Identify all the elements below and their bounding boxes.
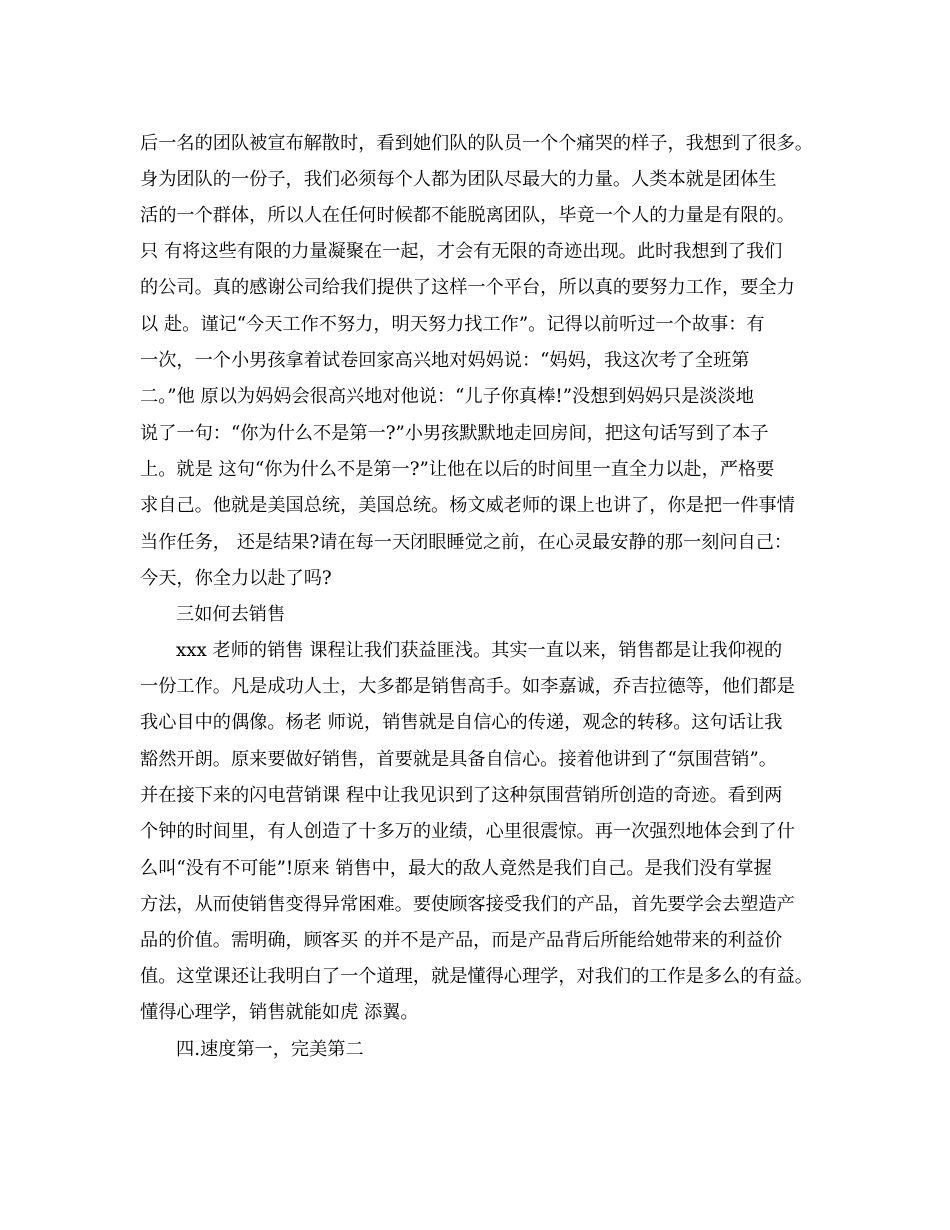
paragraph-line: 当作任务， 还是结果?请在每一天闭眼睡觉之前，在心灵最安静的那一刻问自己： [140,532,793,553]
paragraph-line: 二。”他 原以为妈妈会很高兴地对他说：“儿子你真棒!”没想到妈妈只是淡淡地 [140,386,754,407]
paragraph-line: xxx 老师的销售 课程让我们获益匪浅。其实一直以来，销售都是让我仰视的 [176,640,783,661]
paragraph-line: 一次，一个小男孩拿着试卷回家高兴地对妈妈说：“妈妈，我这次考了全班第 [140,350,750,371]
paragraph-line: 后一名的团队被宣布解散时，看到她们队的队员一个个痛哭的样子，我想到了很多。 [140,133,813,154]
section-heading: 四.速度第一，完美第二 [176,1039,364,1060]
paragraph-line: 一份工作。凡是成功人士，大多都是销售高手。如李嘉诚，乔吉拉德等，他们都是 [140,676,795,697]
paragraph-line: 我心目中的偶像。杨老 师说，销售就是自信心的传递，观念的转移。这句话让我 [140,712,783,733]
paragraph-line: 的公司。真的感谢公司给我们提供了这样一个平台，所以真的要努力工作，要全力 [140,277,795,298]
paragraph-line: 值。这堂课还让我明白了一个道理，就是懂得心理学，对我们的工作是多么的有益。 [140,966,813,987]
paragraph-line: 身为团队的一份子，我们必须每个人都为团队尽最大的力量。人类本就是团体生 [140,169,777,190]
paragraph-line: 懂得心理学，销售就能如虎 添翼。 [140,1002,419,1023]
section-heading: 三如何去销售 [176,604,286,625]
paragraph-line: 今天，你全力以赴了吗? [140,568,332,589]
paragraph-line: 么叫“没有不可能”!原来 销售中，最大的敌人竟然是我们自己。是我们没有掌握 [140,858,772,879]
paragraph-line: 活的一个群体，所以人在任何时候都不能脱离团队，毕竟一个人的力量是有限的。 [140,205,795,226]
paragraph-line: 只 有将这些有限的力量凝聚在一起，才会有无限的奇迹出现。此时我想到了我们 [140,241,783,262]
paragraph-line: 求自己。他就是美国总统，美国总统。杨文威老师的课上也讲了，你是把一件事情 [140,495,795,516]
paragraph-line: 说了一句：“你为什么不是第一?”小男孩默默地走回房间，把这句话写到了本子 [140,423,769,444]
paragraph-line: 个钟的时间里，有人创造了十多万的业绩，心里很震惊。再一次强烈地体会到了什 [140,821,795,842]
paragraph-line: 品的价值。需明确，顾客买 的并不是产品，而是产品背后所能给她带来的利益价 [140,930,783,951]
paragraph-line: 豁然开朗。原来要做好销售，首要就是具备自信心。接着他讲到了“氛围营销”。 [140,749,777,770]
paragraph-line: 方法，从而使销售变得异常困难。要使顾客接受我们的产品，首先要学会去塑造产 [140,894,795,915]
paragraph-line: 并在接下来的闪电营销课 程中让我见识到了这种氛围营销所创造的奇迹。看到两 [140,785,783,806]
paragraph-line: 上。就是 这句“你为什么不是第一?”让他在以后的时间里一直全力以赴，严格要 [140,459,775,480]
paragraph-line: 以 赴。谨记“今天工作不努力，明天努力找工作”。记得以前听过一个故事：有 [140,314,765,335]
